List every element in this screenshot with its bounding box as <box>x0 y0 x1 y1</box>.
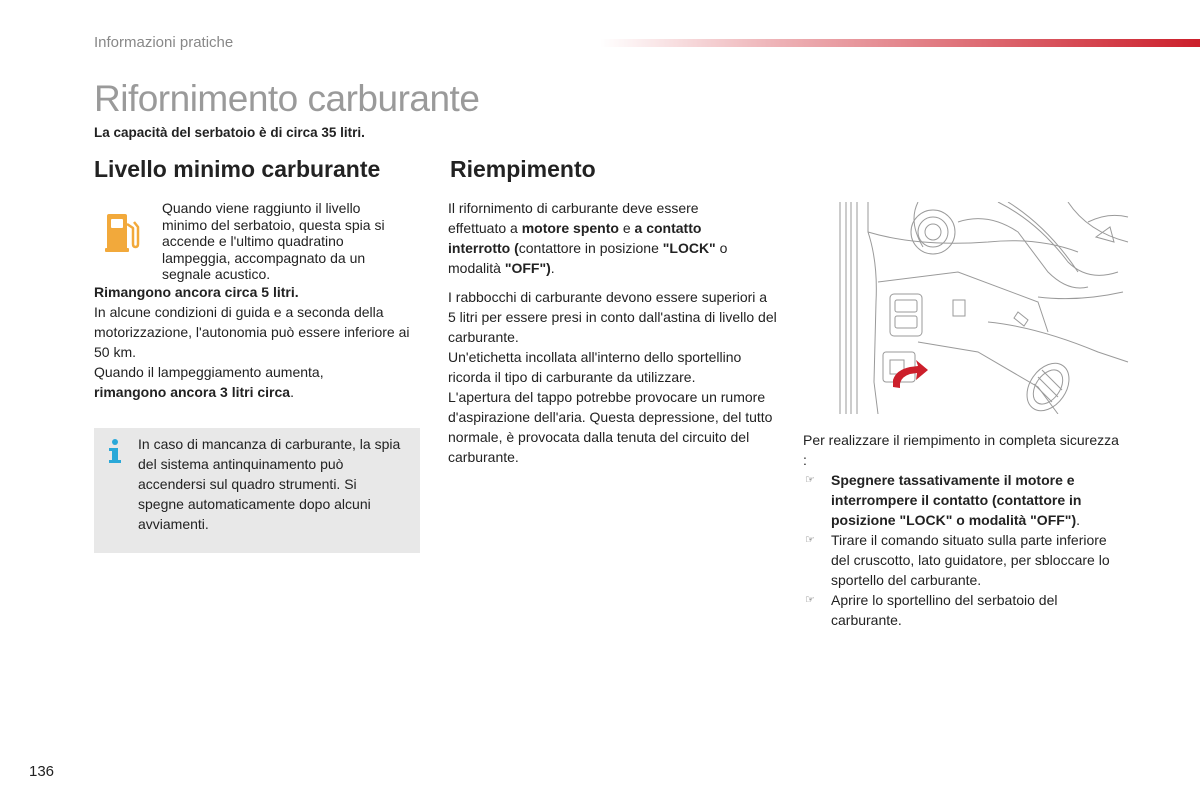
page-subtitle: La capacità del serbatoio è di circa 35 litri. <box>94 125 365 140</box>
header-section-label: Informazioni pratiche <box>94 34 234 51</box>
blink-increase-text: Quando il lampeggiamento aumenta, rimangono ancora 3 litri circa. <box>94 364 324 400</box>
top-up-note: I rabbocchi di carburante devono essere superiori a 5 litri per essere presi in conto dall'astina di livello del carburante. <box>448 289 777 345</box>
safety-intro: Per realizzare il riempimento in completa sicurezza : <box>803 432 1119 468</box>
left-heading: Livello minimo carburante <box>94 156 381 182</box>
info-box <box>94 428 420 553</box>
info-icon <box>106 438 124 464</box>
autonomy-conditions-text: In alcune condizioni di guida e a seconda della motorizzazione, l'autonomia può essere inferiore ai 50 km. <box>94 304 410 360</box>
pointing-hand-icon: ☞ <box>805 594 815 606</box>
header-accent-bar <box>600 39 1200 47</box>
fuel-warning-text: Quando viene raggiunto il livello minimo del serbatoio, questa spia si accende e l'ultimo quadratino lampeggia, accompagnato da un segnale acustico. <box>162 200 385 282</box>
instruction-item: ☞ Tirare il comando situato sulla parte inferiore del cruscotto, lato guidatore, per sbloccare lo sportello del carburante. <box>805 532 1110 588</box>
pointing-hand-icon: ☞ <box>805 474 815 486</box>
page-title: Rifornimento carburante <box>94 78 480 119</box>
info-box-text: In caso di mancanza di carburante, la spia del sistema antinquinamento può accendersi sul quadro strumenti. Si spegne automaticamente dopo alcuni avviamenti. <box>138 436 401 532</box>
left-paragraphs <box>94 282 424 402</box>
page-number: 136 <box>29 763 55 780</box>
instruction-item: ☞ Spegnere tassativamente il motore e interrompere il contatto (contattore in posizione "LOCK" o modalità "OFF"). <box>805 472 1082 528</box>
dashboard-fuel-flap-release-illustration <box>838 202 1130 414</box>
middle-heading: Riempimento <box>450 156 596 182</box>
refuel-conditions-paragraph: Il rifornimento di carburante deve essere effettuato a motore spento e a contatto interrotto (contattore in posizione "LOCK" o modalità "OFF"). <box>448 200 728 276</box>
refuel-notes <box>448 287 778 467</box>
cap-noise-note: L'apertura del tappo potrebbe provocare un rumore d'aspirazione dell'aria. Questa depressione, del tutto normale, è provocata dalla tenuta del circuito del carburante. <box>448 389 773 465</box>
fuel-label-note: Un'etichetta incollata all'interno dello sportellino ricorda il tipo di carburante da utilizzare. <box>448 349 742 385</box>
fuel-pump-icon <box>104 210 140 254</box>
instruction-item: ☞ Aprire lo sportellino del serbatoio del carburante. <box>805 592 1058 628</box>
remaining-fuel-note: Rimangono ancora circa 5 litri. <box>94 284 299 300</box>
pointing-hand-icon: ☞ <box>805 534 815 546</box>
right-instructions <box>803 430 1123 630</box>
